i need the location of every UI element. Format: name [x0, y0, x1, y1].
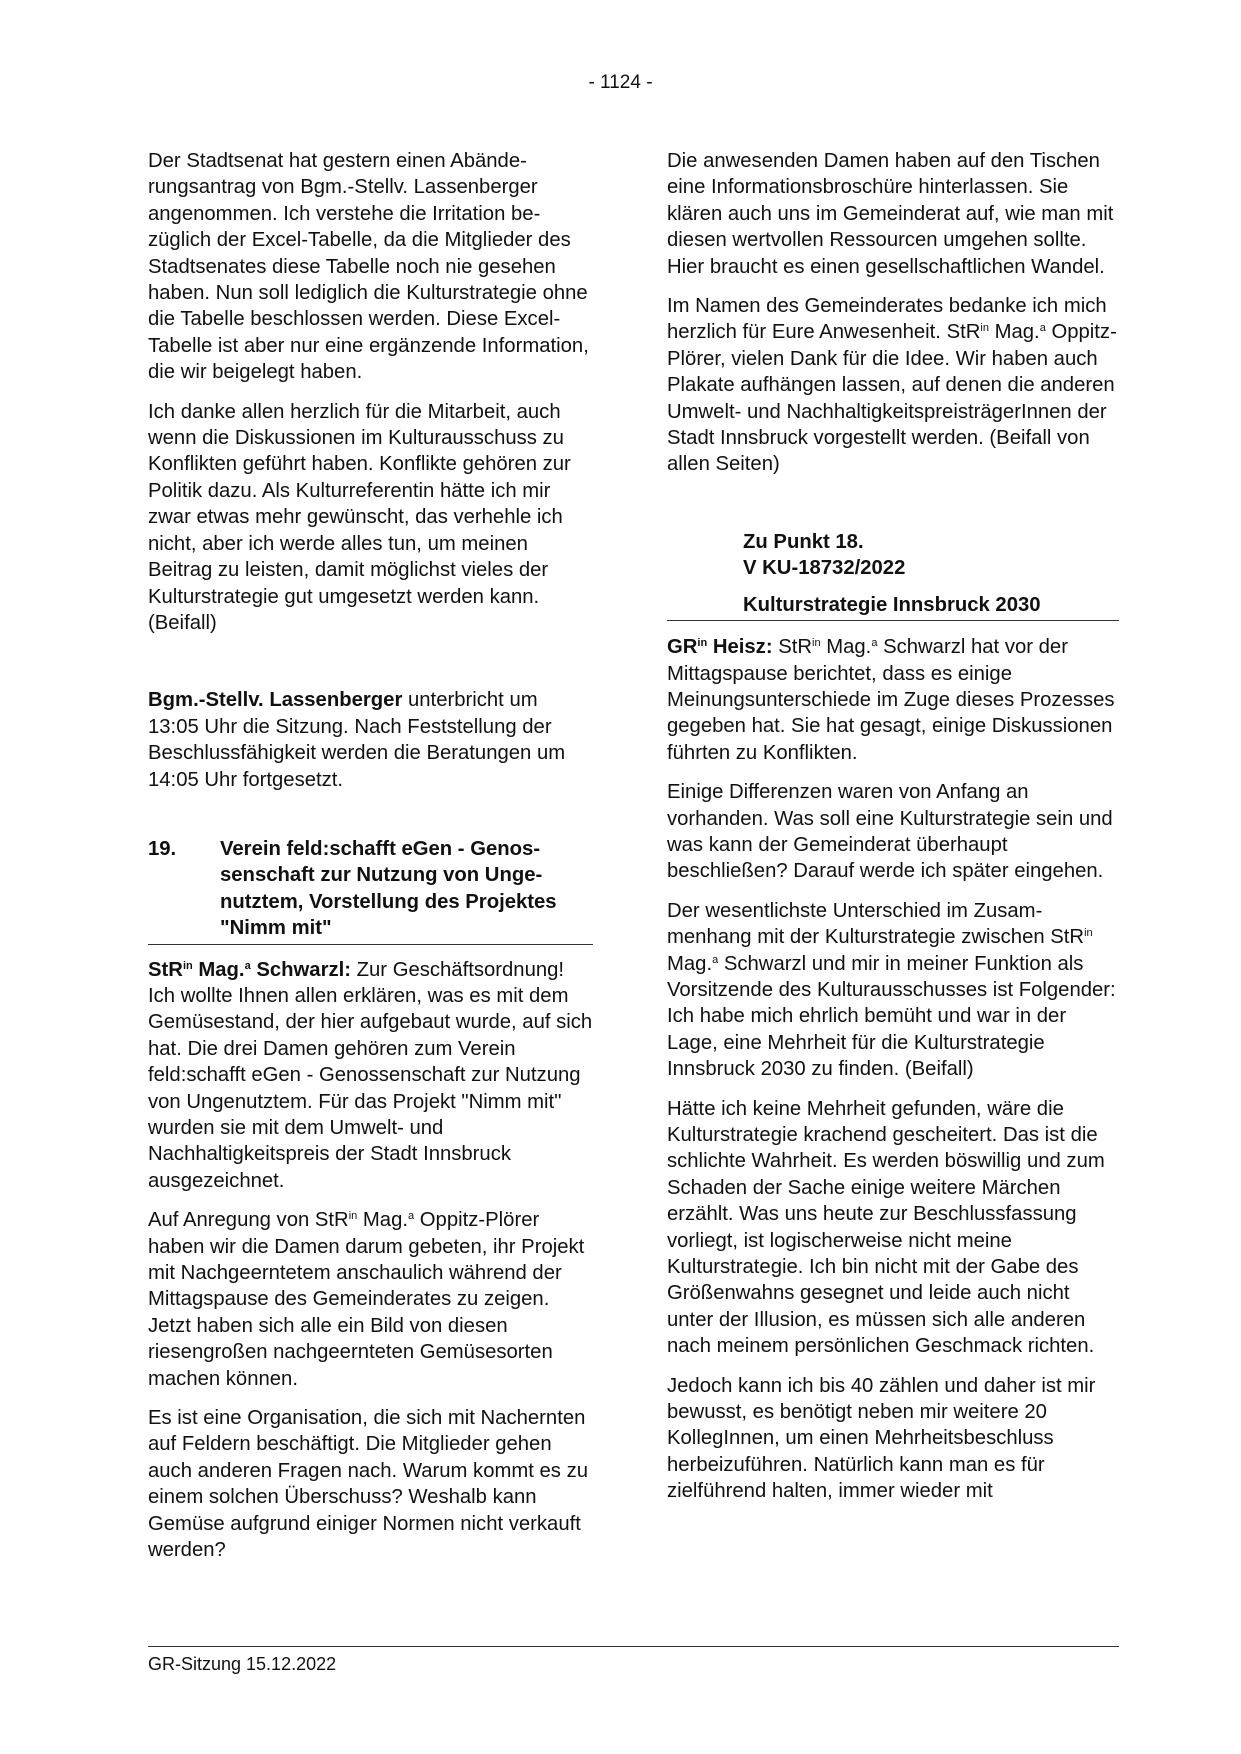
paragraph: Die anwesenden Damen haben auf den Tischen eine Informationsbroschüre hinterlassen. Sie klären auch uns im Gemeinderat auf, wie man mit diesen wertvollen Ressourcen umgehen sollte. Hier braucht es einen gesellschaftlichen Wandel.	[667, 150, 1114, 278]
paragraph: Der wesentlichste Unterschied im Zusammenhang mit der Kulturstrategie zwischen StR$^{in}$ Mag.$^a$ Schwarzl und mir in meiner Funktion als Vorsitzende des Kulturausschusses ist Folgender: Ich habe mich ehrlich bemüht und war in der Lage, eine Mehrheit für die Kulturstrategie Innsbruck 2030 zu finden. (Beifall)	[667, 899, 1116, 1081]
footer-text: GR-Sitzung 15.12.2022	[148, 1654, 337, 1674]
speaker-name: Bgm.-Stellv. Lassenberger	[148, 689, 403, 712]
punkt-number: Zu Punkt 18.	[743, 530, 864, 553]
speaker-name: StR$^{in}$ Mag.$^a$ Schwarzl:	[148, 958, 351, 981]
speaker-name: $GR^{in}$ Heisz:	[667, 636, 773, 659]
paragraph: Jedoch kann ich bis 40 zählen und daher ist mir bewusst, es benötigt neben mir weitere 20 KollegInnen, um einen Mehrheitsbeschluss herbeizuführen. Natürlich kann man es für zielführend halten, immer wieder mit	[667, 1374, 1096, 1503]
paragraph: Hätte ich keine Mehrheit gefunden, wäre die Kulturstrategie krachend gescheitert. Das ist die schlichte Wahrheit. Es werden böswillig und zum Schaden der Sache einige weitere Märchen erzählt. Was uns heute zur Beschlussfassung vorliegt, ist logischerweise nicht meine Kulturstrategie. Ich bin nicht mit der Gabe des Größenwahns gesegnet und leide auch nicht unter der Illusion, es müssen sich alle anderen nach meinem persönlichen Geschmack richten.	[667, 1097, 1105, 1358]
paragraph: $GR^{in}$ Heisz: StR$^{in}$ Mag.$^a$ Schwarzl hat vor der Mittagspause berichtet, dass es einige Meinungsunterschiede im Zuge dieses Prozesses gegeben hat. Sie hat gesagt, einige Diskussionen führten zu Konflikten.	[667, 636, 1115, 764]
paragraph: Der Stadtsenat hat gestern einen Abänderungsantrag von Bgm.-Stellv. Lassenberger angenommen. Ich verstehe die Irritation bezüglich der Excel-Tabelle, da die Mitglieder des Stadtsenates diese Tabelle noch nie gesehen haben. Nun soll lediglich die Kulturstrategie ohne die Tabelle beschlossen werden. Diese Excel-Tabelle ist aber nur eine ergänzende Information, die wir beigelegt haben.	[148, 150, 589, 384]
paragraph-session-break: Bgm.-Stellv. Lassenberger unterbricht um 13:05 Uhr die Sitzung. Nach Feststellung der Beschlussfähigkeit werden die Beratungen um 14:05 Uhr fortgesetzt.	[148, 689, 566, 791]
punkt-heading	[667, 529, 1119, 582]
agenda-item-heading	[148, 836, 593, 945]
footer-divider	[148, 1646, 1119, 1647]
agenda-item-title: Verein feld:schafft eGen - Genossenschaft zur Nutzung von Ungenutztem, Vorstellung des Projektes "Nimm mit"	[220, 837, 557, 940]
punkt-title: Kulturstrategie Innsbruck 2030	[667, 592, 1119, 621]
punkt-reference: V KU-18732/2022	[743, 557, 906, 580]
paragraph: Einige Differenzen waren von Anfang an vorhanden. Was soll eine Kulturstrategie sein und was kann der Gemeinderat überhaupt beschließen? Darauf werde ich später eingehen.	[667, 781, 1113, 883]
paragraph: Es ist eine Organisation, die sich mit Nachernten auf Feldern beschäftigt. Die Mitglieder gehen auch anderen Fragen nach. Warum kommt es zu einem solchen Überschuss? Weshalb kann Gemüse aufgrund einiger Normen nicht verkauft werden?	[148, 1407, 589, 1562]
paragraph: Auf Anregung von StR$^{in}$ Mag.$^a$ Oppitz-Plörer haben wir die Damen darum gebeten, ihr Projekt mit Nachgeerntetem anschaulich während der Mittagspause des Gemeinderates zu zeigen. Jetzt haben sich alle ein Bild von diesen riesengroßen nachgeernteten Gemüsesorten machen können.	[148, 1209, 585, 1390]
paragraph: Im Namen des Gemeinderates bedanke ich mich herzlich für Eure Anwesenheit. StR$^{in}$ Mag.$^a$ Oppitz-Plörer, vielen Dank für die Idee. Wir haben auch Plakate aufhängen lassen, auf denen die anderen Umwelt- und NachhaltigkeitspreisträgerInnen der Stadt Innsbruck vorgestellt werden. (Beifall von allen Seiten)	[667, 295, 1117, 476]
agenda-item-number: 19.	[148, 837, 177, 860]
left-column	[148, 148, 593, 1577]
paragraph: Ich danke allen herzlich für die Mitarbeit, auch wenn die Diskussionen im Kulturausschuss zu Konflikten geführt haben. Konflikte gehören zur Politik dazu. Als Kulturreferentin hätte ich mir zwar etwas mehr gewünscht, das verhehle ich nicht, aber ich werde alles tun, um meinen Beitrag zu leisten, damit möglichst vieles der Kulturstrategie gut umgesetzt werden kann. (Beifall)	[148, 400, 571, 634]
paragraph: StR$^{in}$ Mag.$^a$ Schwarzl: Zur Geschäftsordnung! Ich wollte Ihnen allen erklären, was es mit dem Gemüsestand, der hier aufgebaut wurde, auf sich hat. Die drei Damen gehören zum Verein feld:schafft eGen - Genossenschaft zur Nutzung von Ungenutztem. Für das Projekt "Nimm mit" wurden sie mit dem Umwelt- und Nachhaltigkeitspreis der Stadt Innsbruck ausgezeichnet.	[148, 958, 593, 1192]
page-number: - 1124 -	[588, 72, 653, 93]
right-column	[667, 148, 1119, 1518]
